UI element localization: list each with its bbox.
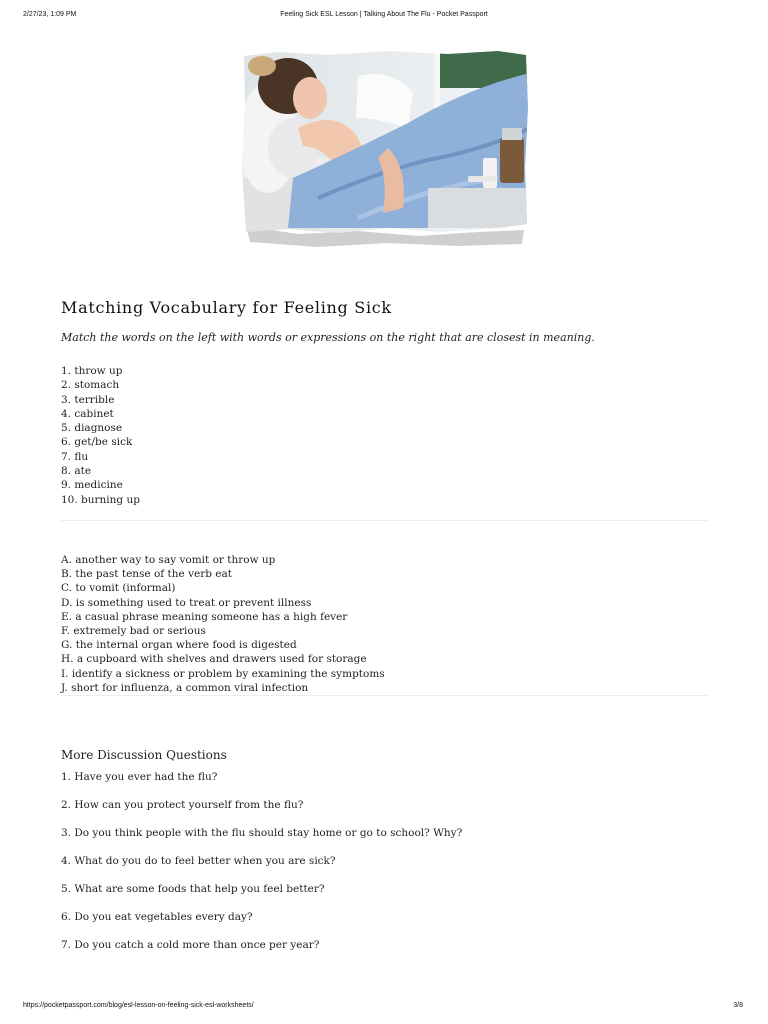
list-item: 7. flu: [61, 450, 89, 463]
list-item: 3. terrible: [61, 393, 115, 406]
list-item: 1. throw up: [61, 365, 123, 377]
list-item: B. the past tense of the verb eat: [61, 568, 232, 581]
discussion-title: More Discussion Questions: [61, 748, 227, 762]
discussion-questions-list: [61, 771, 462, 967]
divider: [61, 695, 708, 696]
list-item: H. a cupboard with shelves and drawers used for storage: [61, 653, 367, 666]
list-item: F. extremely bad or serious: [61, 625, 206, 638]
list-item: E. a casual phrase meaning someone has a high fever: [61, 610, 348, 623]
print-page-title: Feeling Sick ESL Lesson | Talking About The Flu - Pocket Passport: [280, 11, 488, 18]
sick-woman-photo: [238, 48, 530, 248]
list-item: D. is something used to treat or prevent illness: [61, 596, 312, 609]
list-item: 6. get/be sick: [61, 436, 133, 449]
list-item: 2. stomach: [61, 379, 120, 392]
vocabulary-words-list: [61, 364, 140, 507]
list-item: 6. Do you eat vegetables every day?: [61, 911, 253, 923]
divider: [61, 520, 708, 521]
list-item: J. short for influenza, a common viral infection: [61, 681, 309, 694]
list-item: A. another way to say vomit or throw up: [61, 554, 276, 566]
list-item: 9. medicine: [61, 479, 123, 492]
list-item: 5. What are some foods that help you feel better?: [61, 883, 325, 895]
definitions-list: [61, 553, 385, 695]
list-item: 10. burning up: [61, 493, 140, 506]
matching-instructions: Match the words on the left with words or expressions on the right that are closest in meaning.: [61, 331, 595, 344]
list-item: 5. diagnose: [61, 422, 123, 435]
list-item: 8. ate: [61, 465, 92, 478]
print-date: 2/27/23, 1:09 PM: [23, 11, 77, 18]
print-header: [0, 11, 768, 23]
list-item: 4. cabinet: [61, 407, 114, 420]
list-item: G. the internal organ where food is digested: [61, 639, 297, 652]
page-number: 3/8: [733, 1002, 743, 1009]
list-item: 4. What do you do to feel better when you are sick?: [61, 855, 336, 867]
list-item: 1. Have you ever had the flu?: [61, 771, 218, 783]
list-item: 2. How can you protect yourself from the flu?: [61, 799, 304, 811]
list-item: 7. Do you catch a cold more than once per year?: [61, 939, 320, 951]
list-item: C. to vomit (informal): [61, 582, 176, 595]
list-item: I. identify a sickness or problem by examining the symptoms: [61, 667, 385, 680]
print-url: https://pocketpassport.com/blog/esl-lesson-on-feeling-sick-esl-worksheets/: [23, 1002, 254, 1009]
section-title: Matching Vocabulary for Feeling Sick: [61, 298, 392, 317]
list-item: 3. Do you think people with the flu should stay home or go to school? Why?: [61, 827, 463, 839]
